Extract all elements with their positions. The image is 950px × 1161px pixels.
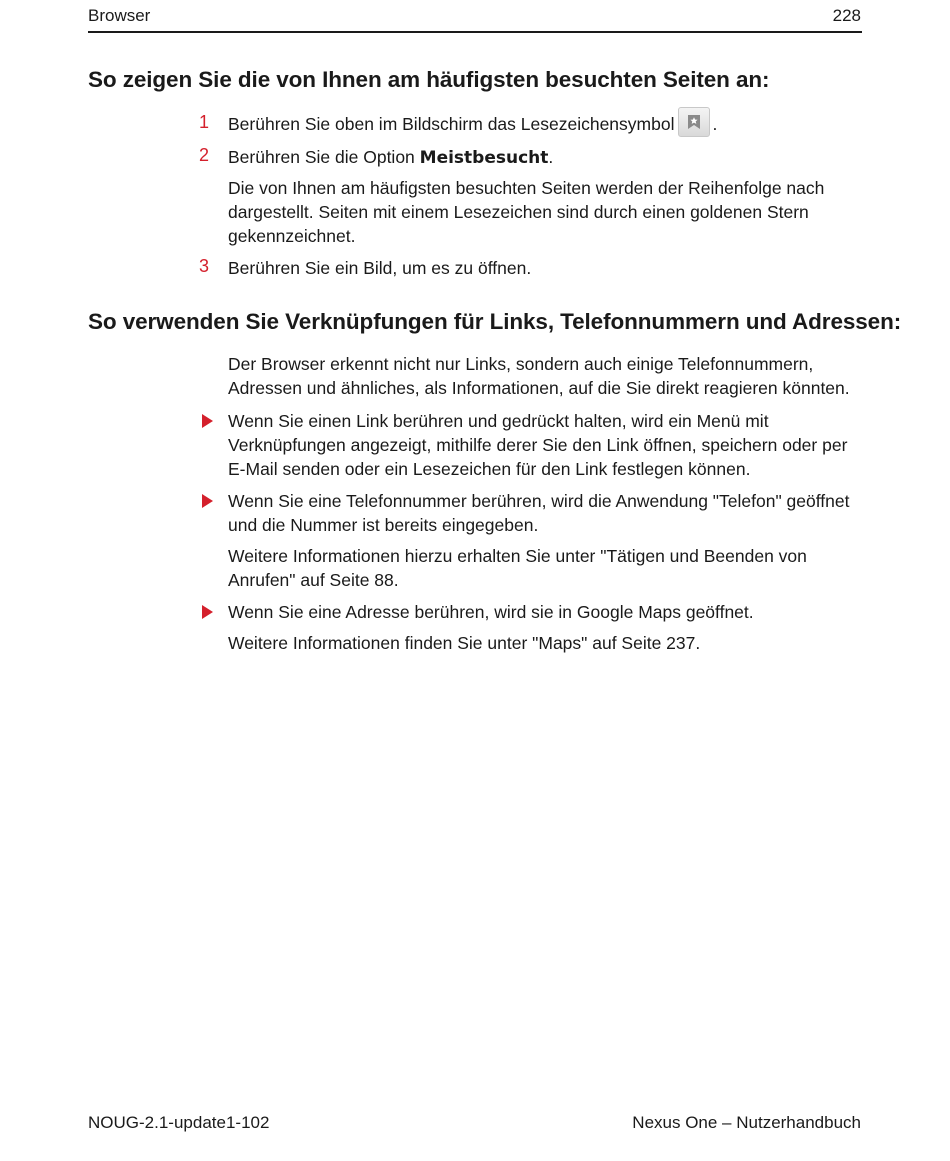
step-number: 3	[199, 256, 210, 276]
footer-manual-title: Nexus One – Nutzerhandbuch	[632, 1113, 861, 1132]
bullet-text: Wenn Sie eine Adresse berühren, wird sie in Google Maps geöffnet.	[228, 602, 754, 622]
bookmark-star-icon	[678, 107, 710, 137]
bullet-note-text: Weitere Informationen hierzu erhalten Sie unter "Tätigen und Beenden von Anrufen" auf Seite 88.	[228, 546, 807, 590]
section-heading-most-visited: So zeigen Sie die von Ihnen am häufigsten besuchten Seiten an:	[88, 67, 770, 92]
step-text-before: Berühren Sie oben im Bildschirm das Lesezeichensymbol	[228, 114, 675, 134]
step-note-text: Die von Ihnen am häufigsten besuchten Seiten werden der Reihenfolge nach dargestellt. Seiten mit einem Lesezeichen sind durch einen goldenen Stern gekennzeichnet.	[228, 178, 825, 246]
step-number: 2	[199, 145, 210, 165]
intro-text: Der Browser erkennt nicht nur Links, sondern auch einige Telefonnummern, Adressen und ähnliches, als Informationen, auf die Sie direkt reagieren könnten.	[228, 354, 850, 398]
step-text-after: .	[548, 147, 554, 167]
running-header	[88, 5, 862, 33]
bullet-text: Wenn Sie einen Link berühren und gedrückt halten, wird ein Menü mit Verknüpfungen angezeigt, mithilfe derer Sie den Link öffnen, speichern oder per E-Mail senden oder ein Lesezeichen für den Link festlegen können.	[228, 411, 848, 479]
header-page-number: 228	[832, 6, 861, 25]
bullet-triangle-icon	[202, 605, 213, 619]
header-section-title: Browser	[88, 6, 151, 25]
bullet-triangle-icon	[202, 494, 213, 508]
step-text: Berühren Sie ein Bild, um es zu öffnen.	[228, 258, 532, 278]
step-text-before: Berühren Sie die Option	[228, 147, 420, 167]
bullet-triangle-icon	[202, 414, 213, 428]
step-text	[228, 145, 858, 170]
section-heading-shortcuts: So verwenden Sie Verknüpfungen für Links, Telefonnummern und Adressen:	[88, 309, 902, 334]
step-text-after: .	[712, 114, 718, 134]
bullet-text: Wenn Sie eine Telefonnummer berühren, wird die Anwendung "Telefon" geöffnet und die Nummer ist bereits eingegeben.	[228, 491, 850, 535]
step-number: 1	[199, 112, 210, 132]
footer-doc-id: NOUG-2.1-update1-102	[88, 1113, 270, 1132]
step-text	[228, 112, 858, 137]
option-name-most-visited: Meistbesucht	[419, 148, 549, 168]
bullet-note-text: Weitere Informationen finden Sie unter "Maps" auf Seite 237.	[228, 633, 701, 653]
